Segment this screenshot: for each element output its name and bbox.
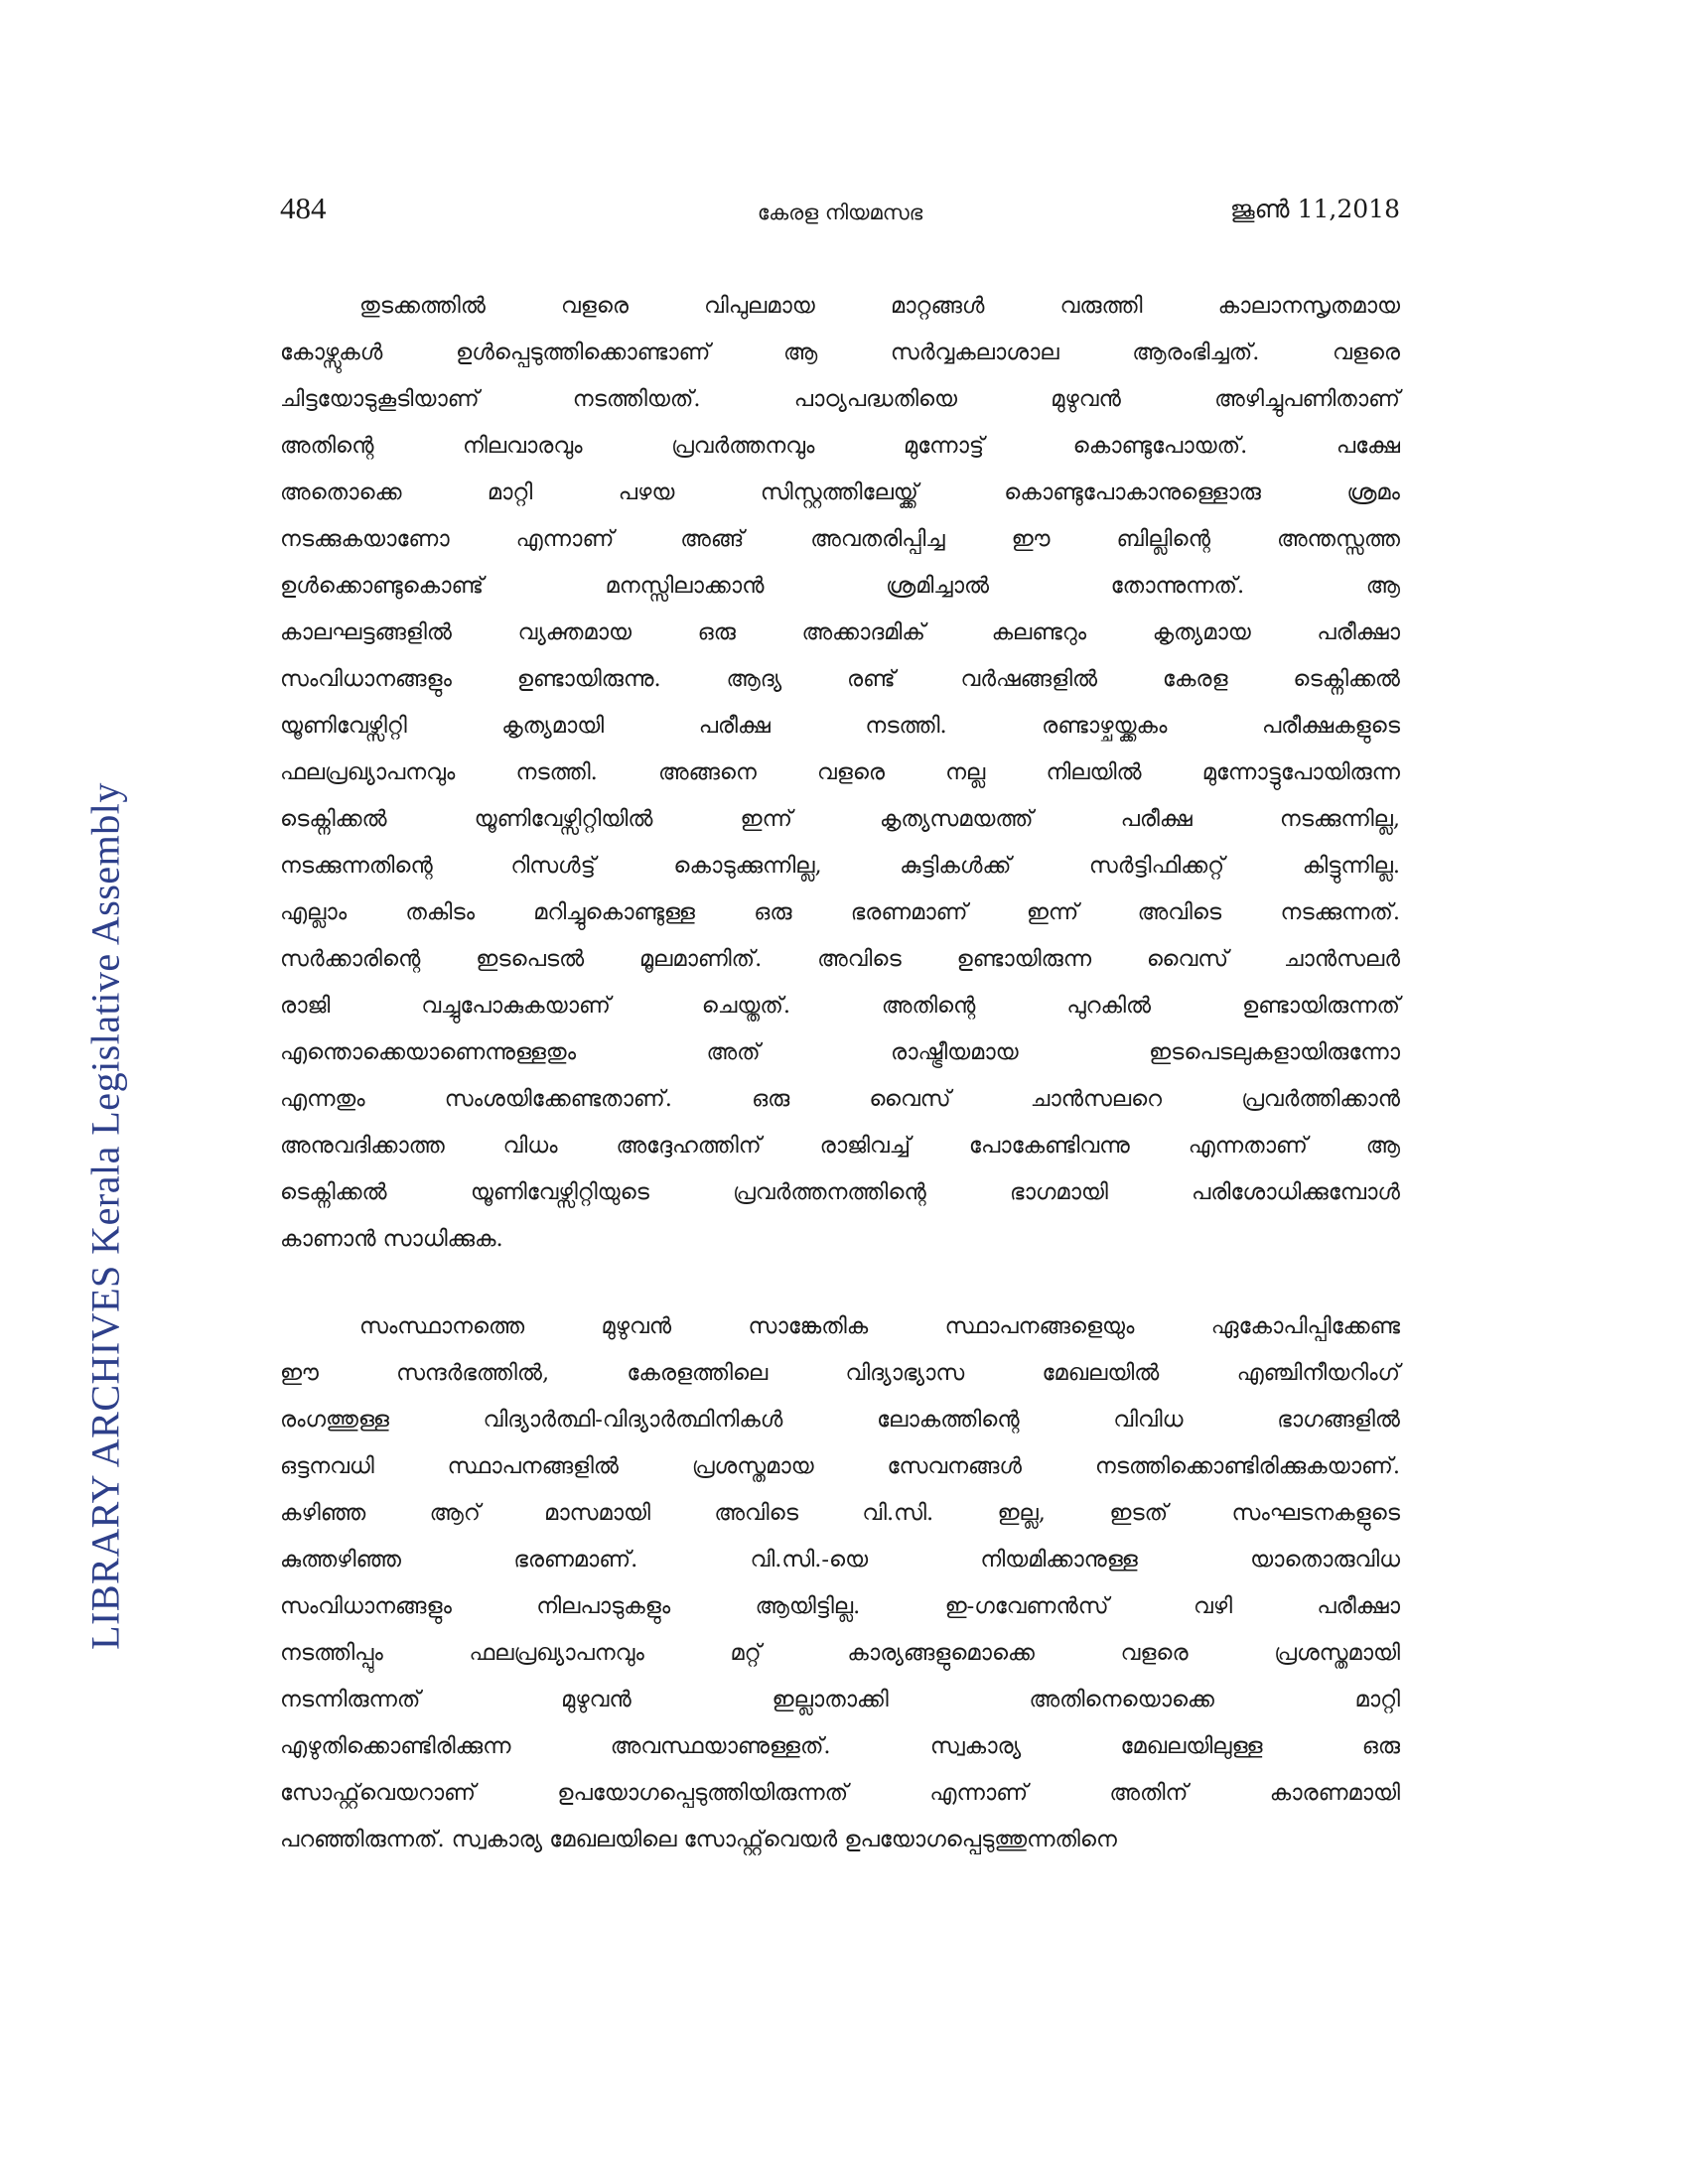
- text-line: അതൊക്കെ മാറ്റി പഴയ സിസ്റ്റത്തിലേയ്ക്ക് കൊണ്ടുപോകാനുള്ളൊരു ശ്രമം: [280, 479, 1400, 505]
- text-line: അനുവദിക്കാത്ത വിധം അദ്ദേഹത്തിന് രാജിവച്ച് പോകേണ്ടിവന്നു എന്നതാണ് ആ: [280, 1133, 1400, 1159]
- archive-watermark: LIBRARY ARCHIVES Kerala Legislative Assembly: [82, 782, 128, 1650]
- text-line: കഴിഞ്ഞ ആറ് മാസമായി അവിടെ വി.സി. ഇല്ല, ഇടത് സംഘടനകളുടെ: [280, 1500, 1400, 1526]
- document-body: [280, 283, 1400, 1863]
- text-line: ഒട്ടനവധി സ്ഥാപനങ്ങളിൽ പ്രശസ്തമായ സേവനങ്ങൾ നടത്തിക്കൊണ്ടിരിക്കുകയാണ്.: [280, 1453, 1400, 1479]
- text-line: പറഞ്ഞിരുന്നത്. സ്വകാര്യ മേഖലയിലെ സോഫ്റ്റ്‌വെയർ ഉപയോഗപ്പെടുത്തുന്നതിനെ: [280, 1827, 1117, 1852]
- text-line: സോഫ്റ്റ്‌വെയറാണ് ഉപയോഗപ്പെടുത്തിയിരുന്നത് എന്നാണ് അതിന് കാരണമായി: [280, 1780, 1400, 1806]
- text-line: കുത്തഴിഞ്ഞ ഭരണമാണ്. വി.സി.-യെ നിയമിക്കാനുള്ള യാതൊരുവിധ: [280, 1547, 1400, 1572]
- paragraph-gap: [280, 1263, 1400, 1303]
- text-line: കാണാൻ സാധിക്കുക.: [280, 1226, 503, 1252]
- page-number: 484: [280, 191, 327, 225]
- text-line: എന്തൊക്കെയാണെന്നുള്ളതും അത് രാഷ്ട്രീയമായ ഇടപെടലുകളായിരുന്നോ: [280, 1039, 1400, 1065]
- text-line: ഫലപ്രഖ്യാപനവും നടത്തി. അങ്ങനെ വളരെ നല്ല നിലയിൽ മുന്നോട്ടുപോയിരുന്ന: [280, 759, 1400, 785]
- text-line: കാലഘട്ടങ്ങളിൽ വ്യക്തമായ ഒരു അക്കാദമിക് കലണ്ടറും കൃത്യമായ പരീക്ഷാ: [280, 619, 1400, 645]
- text-line: ഈ സന്ദർഭത്തിൽ, കേരളത്തിലെ വിദ്യാഭ്യാസ മേഖലയിൽ എഞ്ചിനീയറിംഗ്: [280, 1360, 1400, 1386]
- text-line: രംഗത്തുള്ള വിദ്യാർത്ഥി-വിദ്യാർത്ഥിനികൾ ലോകത്തിന്റെ വിവിധ ഭാഗങ്ങളിൽ: [280, 1407, 1400, 1433]
- text-line: എല്ലാം തകിടം മറിച്ചുകൊണ്ടുള്ള ഒരു ഭരണമാണ് ഇന്ന് അവിടെ നടക്കുന്നത്.: [280, 899, 1400, 925]
- text-line: സംസ്ഥാനത്തെ മുഴുവൻ സാങ്കേതിക സ്ഥാപനങ്ങളെയും ഏകോപിപ്പിക്കേണ്ട: [359, 1313, 1400, 1339]
- text-line: തുടക്കത്തിൽ വളരെ വിപുലമായ മാറ്റങ്ങൾ വരുത്തി കാലാനസൃതമായ: [359, 293, 1400, 319]
- page-header: [280, 191, 1400, 230]
- text-line: അതിന്റെ നിലവാരവും പ്രവർത്തനവും മുന്നോട്ട് കൊണ്ടുപോയത്. പക്ഷേ: [280, 433, 1400, 459]
- paragraph: [280, 283, 1400, 1263]
- paragraph: [280, 1303, 1400, 1863]
- text-line: സംവിധാനങ്ങളും ഉണ്ടായിരുന്നു. ആദ്യ രണ്ട് വർഷങ്ങളിൽ കേരള ടെക്നിക്കൽ: [280, 666, 1400, 692]
- text-line: നടന്നിരുന്നത് മുഴുവൻ ഇല്ലാതാക്കി അതിനെയൊക്കെ മാറ്റി: [280, 1687, 1400, 1712]
- text-line: ചിട്ടയോടുകൂടിയാണ് നടത്തിയത്. പാഠ്യപദ്ധതിയെ മുഴുവൻ അഴിച്ചുപണിതാണ്: [280, 386, 1400, 412]
- text-line: സർക്കാരിന്റെ ഇടപെടൽ മൂലമാണിത്. അവിടെ ഉണ്ടായിരുന്ന വൈസ് ചാൻസലർ: [280, 946, 1400, 972]
- text-line: രാജി വച്ചുപോകുകയാണ് ചെയ്തത്. അതിന്റെ പുറകിൽ ഉണ്ടായിരുന്നത്: [280, 993, 1400, 1019]
- text-line: എഴുതിക്കൊണ്ടിരിക്കുന്ന അവസ്ഥയാണുള്ളത്. സ്വകാര്യ മേഖലയിലുള്ള ഒരു: [280, 1733, 1400, 1759]
- header-date: ജൂൺ 11,2018: [1229, 195, 1400, 223]
- text-line: സംവിധാനങ്ങളും നിലപാടുകളും ആയിട്ടില്ല. ഇ-ഗവേണൻസ് വഴി പരീക്ഷാ: [280, 1593, 1400, 1619]
- text-line: ടെക്നിക്കൽ യൂണിവേഴ്സിറ്റിയുടെ പ്രവർത്തനത്തിന്റെ ഭാഗമായി പരിശോധിക്കുമ്പോൾ: [280, 1179, 1400, 1205]
- text-line: എന്നതും സംശയിക്കേണ്ടതാണ്. ഒരു വൈസ് ചാൻസലറെ പ്രവർത്തിക്കാൻ: [280, 1086, 1400, 1112]
- text-line: നടക്കുന്നതിന്റെ റിസൾട്ട് കൊടുക്കുന്നില്ല, കുട്ടികൾക്ക് സർട്ടിഫിക്കറ്റ് കിട്ടുന്നില്ല.: [280, 853, 1400, 879]
- text-line: നടക്കുകയാണോ എന്നാണ് അങ്ങ് അവതരിപ്പിച്ച ഈ ബില്ലിന്റെ അന്തസ്സത്ത: [280, 526, 1400, 552]
- text-line: കോഴ്സുകൾ ഉൾപ്പെടുത്തിക്കൊണ്ടാണ് ആ സർവ്വകലാശാല ആരംഭിച്ചത്. വളരെ: [280, 340, 1400, 365]
- text-line: ഉൾക്കൊണ്ടുകൊണ്ട് മനസ്സിലാക്കാൻ ശ്രമിച്ചാൽ തോന്നുന്നത്. ആ: [280, 573, 1400, 599]
- text-line: നടത്തിപ്പും ഫലപ്രഖ്യാപനവും മറ്റ് കാര്യങ്ങളുമൊക്കെ വളരെ പ്രശസ്തമായി: [280, 1640, 1400, 1666]
- header-title: കേരള നിയമസഭ: [757, 201, 923, 224]
- text-line: യൂണിവേഴ്സിറ്റി കൃത്യമായി പരീക്ഷ നടത്തി. രണ്ടാഴ്ചയ്ക്കകം പരീക്ഷകളുടെ: [280, 713, 1400, 739]
- text-line: ടെക്നിക്കൽ യൂണിവേഴ്സിറ്റിയിൽ ഇന്ന് കൃത്യസമയത്ത് പരീക്ഷ നടക്കുന്നില്ല,: [280, 806, 1400, 832]
